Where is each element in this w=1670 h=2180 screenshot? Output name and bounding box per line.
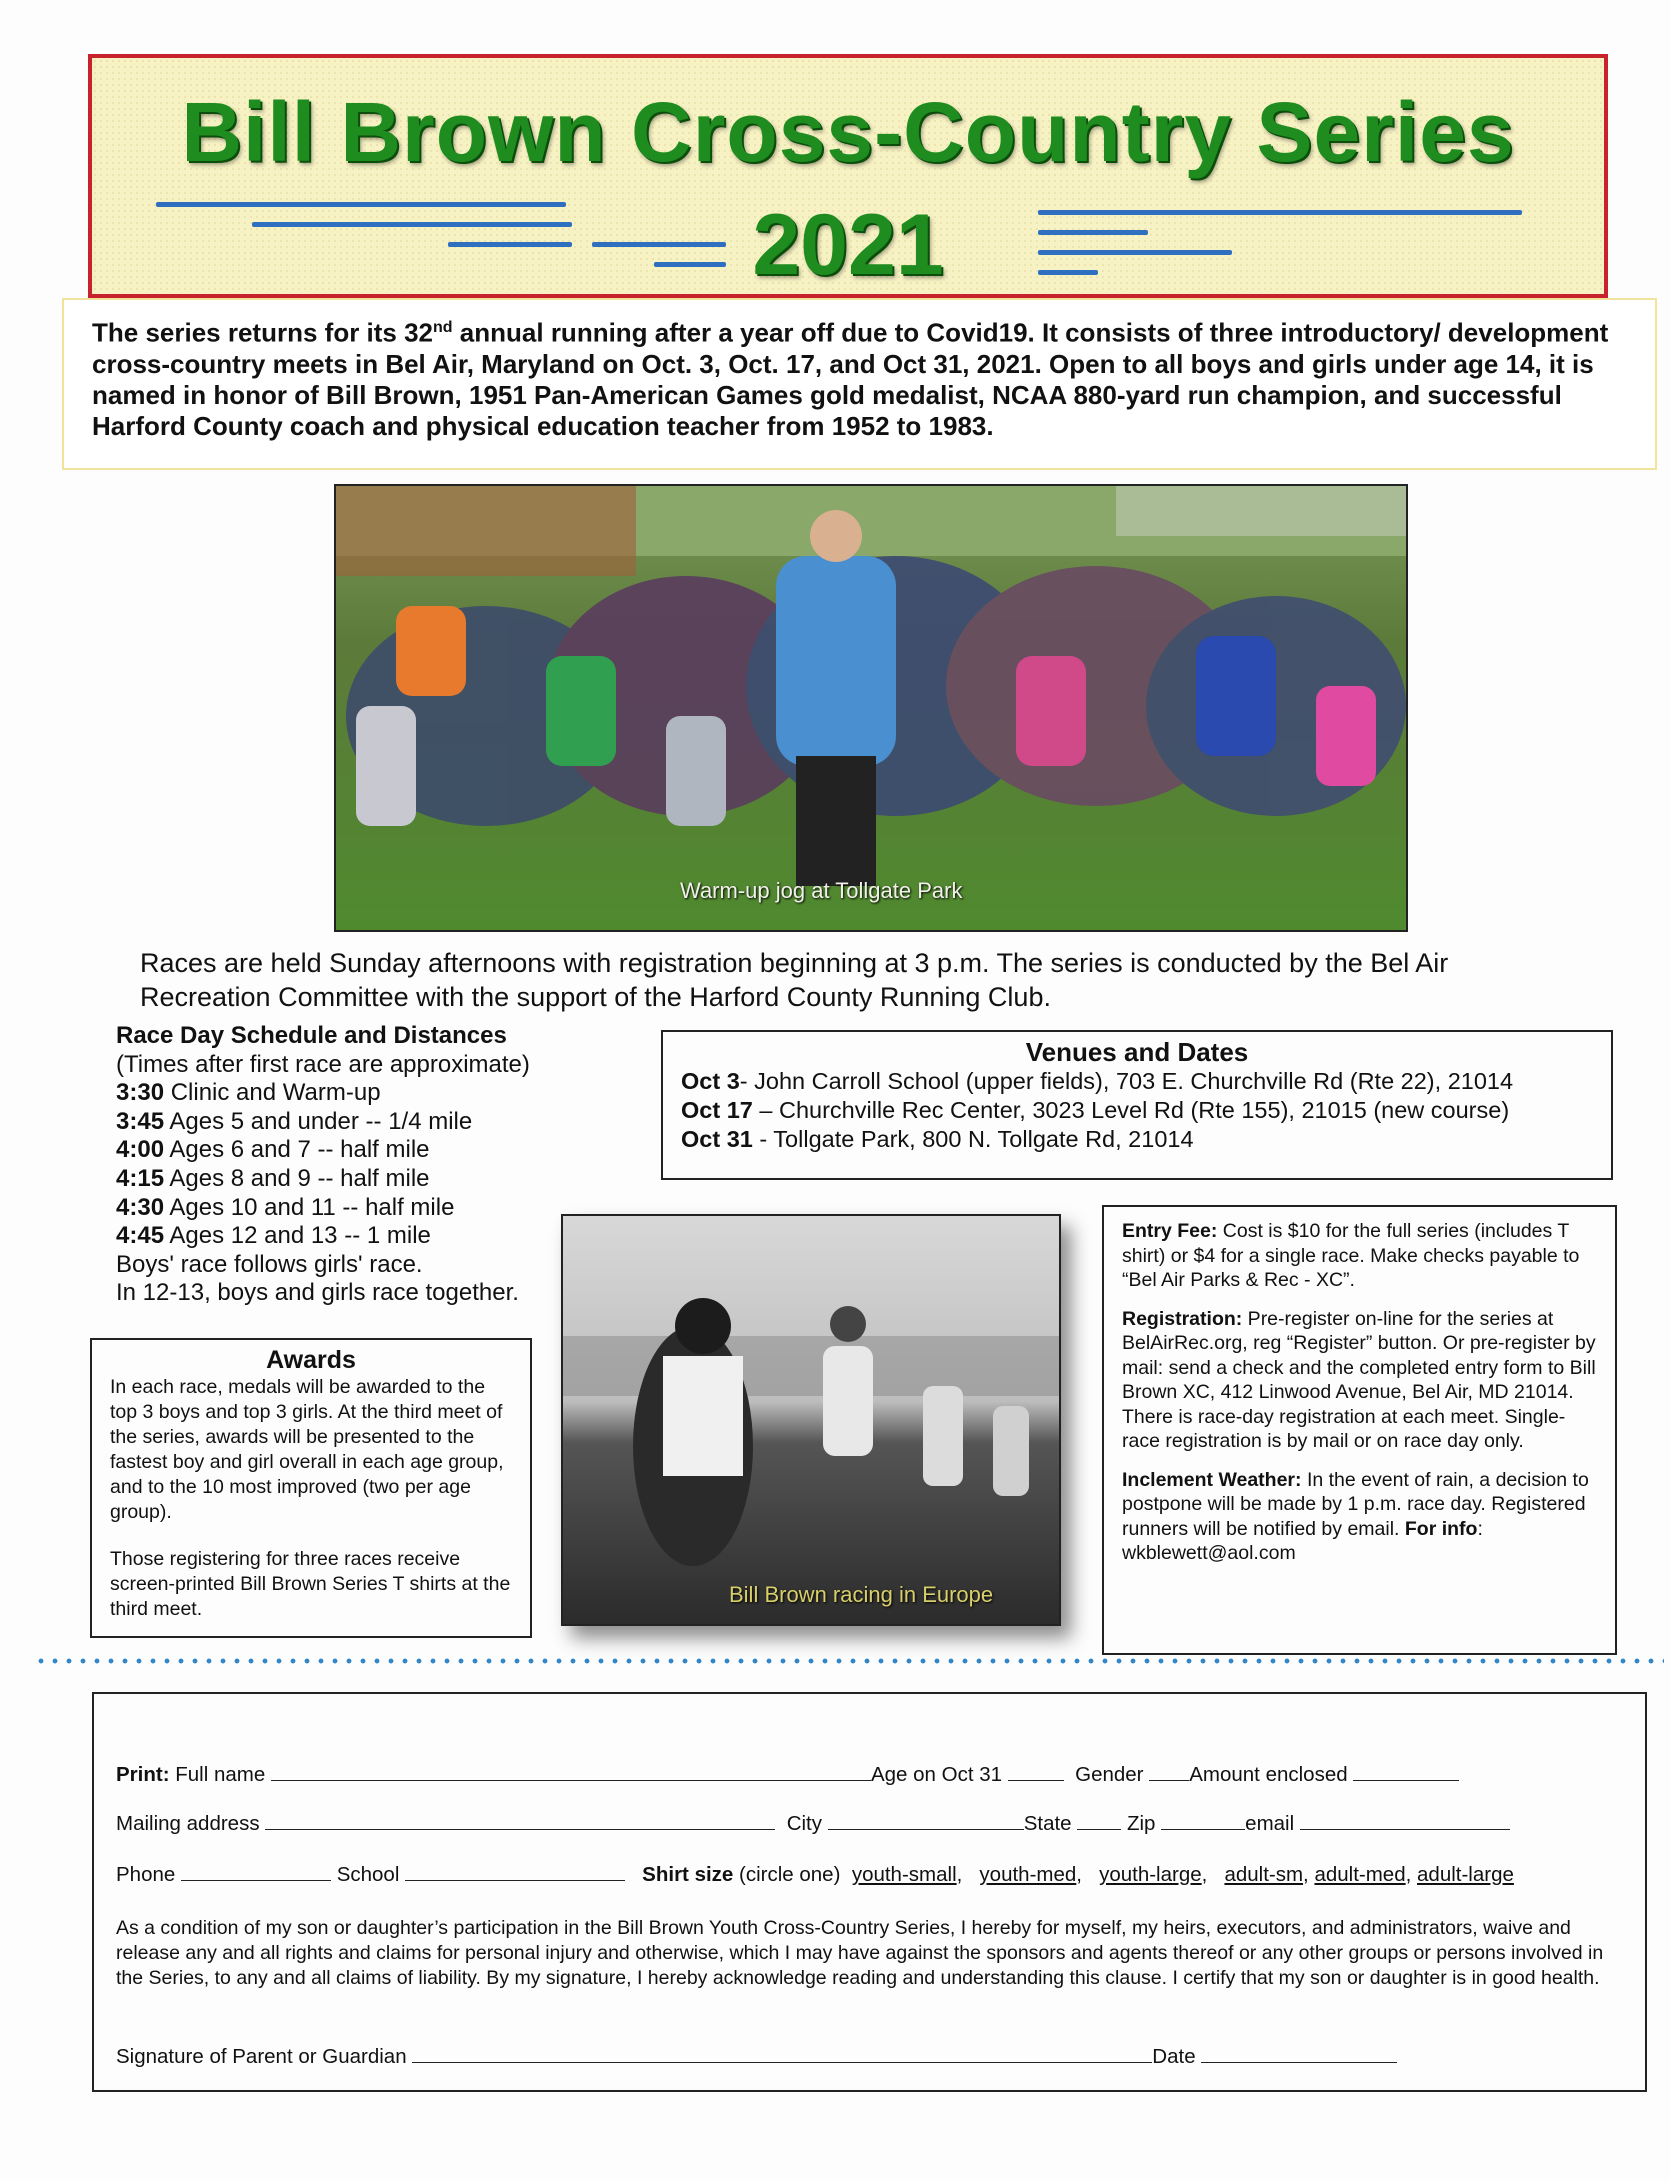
email-label: email (1245, 1812, 1295, 1835)
info-label: For info (1404, 1517, 1478, 1540)
shirt-size-label: Shirt size (642, 1863, 734, 1886)
race-time: 4:45 (116, 1222, 165, 1250)
gender-field[interactable] (1149, 1762, 1189, 1781)
schedule-heading: Race Day Schedule and Distances (116, 1022, 507, 1049)
awards-text: In each race, medals will be awarded to the top 3 boys and top 3 girls. At the third meet of the series, awards will be presented to the fastest boy and girl overall in each age group, and to the 10 most improved (two per age group). (110, 1376, 504, 1523)
venue-text: - John Carroll School (upper fields), 703 E. Churchville Rd (Rte 22), 21014 (739, 1068, 1514, 1094)
venue-date: Oct 17 (681, 1097, 753, 1123)
info-email[interactable]: : wkblewett@aol.com (1122, 1517, 1483, 1564)
races-info: Races are held Sunday afternoons with registration beginning at 3 p.m. The series is conducted by the Bel Air Recreation Committee with the support of the Harford County Running Club. (140, 948, 1449, 1012)
race-time: 4:30 (116, 1193, 165, 1221)
mailing-address-label: Mailing address (116, 1812, 260, 1835)
school-label: School (336, 1863, 400, 1886)
registration-text: Pre-register on-line for the series at BelAirRec.org, reg “Register” button. Or pre-register by mail: send a check and the completed entry form to Bill Brown XC, 412 Linwood Avenue, Bel Air, MD 21014. There is race-day registration at each meet. Single-race registration is by mail or on race day only. (1122, 1307, 1596, 1452)
runners-crowd-illustration (336, 486, 1408, 932)
awards-text: Those registering for three races receive screen-printed Bill Brown Series T shirts at the third meet. (110, 1548, 511, 1620)
city-label: City (786, 1812, 822, 1835)
weather-label: Inclement Weather: (1122, 1468, 1302, 1491)
awards-heading: Awards (266, 1346, 356, 1374)
schedule-item (116, 1108, 556, 1137)
race-time: 4:00 (116, 1136, 165, 1164)
race-description: Ages 8 and 9 -- half mile (164, 1164, 430, 1192)
shirt-option-adult-med[interactable]: adult-med (1314, 1863, 1406, 1886)
race-time: 3:45 (116, 1107, 165, 1135)
race-description: Ages 10 and 11 -- half mile (164, 1193, 455, 1221)
gender-label: Gender (1075, 1763, 1144, 1786)
full-name-field[interactable] (271, 1762, 871, 1781)
print-label: Print: (116, 1763, 170, 1786)
venue-item (681, 1125, 1593, 1154)
registration-info (1122, 1307, 1597, 1454)
signature-label: Signature of Parent or Guardian (116, 2045, 407, 2068)
race-time: 3:30 (116, 1079, 165, 1107)
shirt-option-adult-sm[interactable]: adult-sm (1224, 1863, 1304, 1886)
weather-info (1122, 1468, 1597, 1566)
race-description: Ages 5 and under -- 1/4 mile (164, 1107, 473, 1135)
ordinal-suffix: nd (433, 319, 453, 336)
decorative-line (654, 262, 726, 267)
decorative-line (1038, 230, 1148, 235)
race-description: Clinic and Warm-up (164, 1079, 381, 1107)
state-field[interactable] (1077, 1811, 1121, 1830)
amount-field[interactable] (1353, 1762, 1459, 1781)
form-row-address (116, 1811, 1625, 1836)
date-label: Date (1152, 2045, 1196, 2068)
age-field[interactable] (1008, 1762, 1064, 1781)
awards-box (90, 1338, 532, 1638)
venue-item (681, 1096, 1593, 1125)
shirt-option-youth-large[interactable]: youth-large (1099, 1863, 1202, 1886)
shirt-size-note: (circle one) (733, 1863, 841, 1886)
entry-fee (1122, 1219, 1597, 1293)
intro-paragraph (62, 298, 1657, 470)
race-photo-illustration (563, 1216, 1061, 1626)
venues-heading: Venues and Dates (1025, 1037, 1249, 1067)
zip-field[interactable] (1161, 1811, 1245, 1830)
entry-info-box (1102, 1205, 1617, 1655)
race-time: 4:15 (116, 1164, 165, 1192)
venue-text: – Churchville Rec Center, 3023 Level Rd (Rte 155), 21015 (new course) (752, 1097, 1510, 1123)
race-schedule (116, 1022, 556, 1308)
title-banner (88, 54, 1608, 298)
schedule-footer: In 12-13, boys and girls race together. (116, 1279, 519, 1307)
form-row-signature (116, 2044, 1625, 2069)
full-name-label: Full name (169, 1763, 266, 1786)
photo-caption: Warm-up jog at Tollgate Park (680, 878, 963, 903)
schedule-item (116, 1222, 556, 1251)
series-title: Bill Brown Cross-Country Series (181, 85, 1515, 179)
schedule-item (116, 1165, 556, 1194)
venue-item (681, 1067, 1593, 1096)
photo-caption: Bill Brown racing in Europe (729, 1582, 994, 1607)
state-label: State (1023, 1812, 1072, 1835)
race-description: Ages 6 and 7 -- half mile (164, 1136, 430, 1164)
phone-field[interactable] (181, 1862, 331, 1881)
zip-label: Zip (1126, 1812, 1156, 1835)
school-field[interactable] (405, 1862, 625, 1881)
mailing-address-field[interactable] (265, 1811, 775, 1830)
schedule-note: (Times after first race are approximate) (116, 1050, 530, 1078)
city-field[interactable] (828, 1811, 1024, 1830)
venue-date: Oct 31 (681, 1126, 753, 1152)
registration-label: Registration: (1122, 1307, 1243, 1330)
schedule-item (116, 1079, 556, 1108)
age-label: Age on Oct 31 (870, 1763, 1003, 1786)
email-field[interactable] (1300, 1811, 1510, 1830)
schedule-item (116, 1194, 556, 1223)
cut-line-divider (34, 1658, 1664, 1664)
schedule-item (116, 1136, 556, 1165)
signature-field[interactable] (412, 2044, 1152, 2063)
form-row-name (116, 1762, 1625, 1787)
weather-text: In the event of rain, a decision to postpone will be made by 1 p.m. race day. Registered runners will be notified by email. (1122, 1468, 1589, 1540)
decorative-line (448, 242, 572, 247)
shirt-option-youth-med[interactable]: youth-med (979, 1863, 1077, 1886)
venues-box (661, 1030, 1613, 1180)
decorative-line (1038, 210, 1522, 215)
schedule-footer: Boys' race follows girls' race. (116, 1250, 423, 1278)
venue-date: Oct 3 (681, 1068, 740, 1094)
decorative-line (1038, 250, 1232, 255)
date-field[interactable] (1201, 2044, 1397, 2063)
liability-waiver: As a condition of my son or daughter’s participation in the Bill Brown Youth Cross-Country Series, I hereby for myself, my heirs, executors, and administrators, waive and release any and all rights and claims for personal injury and otherwise, which I may have against the sponsors and agents thereof or any other groups or persons involved in the Series, to any and all claims of liability. By my signature, I hereby acknowledge reading and understanding this clause. I certify that my son or daughter is in good health. (116, 1917, 1604, 1989)
venue-text: - Tollgate Park, 800 N. Tollgate Rd, 21014 (752, 1126, 1194, 1152)
intro-text: The series returns for its 32 (92, 317, 434, 348)
registration-form (92, 1692, 1647, 2092)
decorative-line (156, 202, 566, 207)
entry-fee-label: Entry Fee: (1122, 1220, 1218, 1242)
decorative-line (592, 242, 726, 247)
warm-up-photo (334, 484, 1408, 932)
entry-fee-text: Cost is $10 for the full series (includes T shirt) or $4 for a single race. Make checks payable to “Bel Air Parks & Rec - XC”. (1122, 1220, 1580, 1291)
series-year: 2021 (752, 197, 944, 293)
phone-label: Phone (116, 1863, 176, 1886)
decorative-line (1038, 270, 1098, 275)
bill-brown-photo (561, 1214, 1061, 1626)
form-row-phone: Phone School Shirt size (circle one) youth-small, youth-med, youth-large, adult-sm, adult-med, adult-large (116, 1863, 1514, 1886)
intro-text: annual running after a year off due to Covid19. It consists of three introductory/ development cross-country meets in Bel Air, Maryland on Oct. 3, Oct. 17, and Oct 31, 2021. Open to all boys and girls under age 14, it is named in honor of Bill Brown, 1951 Pan-American Games gold medalist, NCAA 880-yard run champion, and successful Harford County coach and physical education teacher from 1952 to 1983. (92, 317, 1609, 441)
decorative-line (252, 222, 572, 227)
amount-label: Amount enclosed (1189, 1763, 1348, 1786)
shirt-option-adult-large[interactable]: adult-large (1417, 1863, 1514, 1886)
race-description: Ages 12 and 13 -- 1 mile (164, 1222, 431, 1250)
shirt-option-youth-small[interactable]: youth-small (851, 1863, 957, 1886)
